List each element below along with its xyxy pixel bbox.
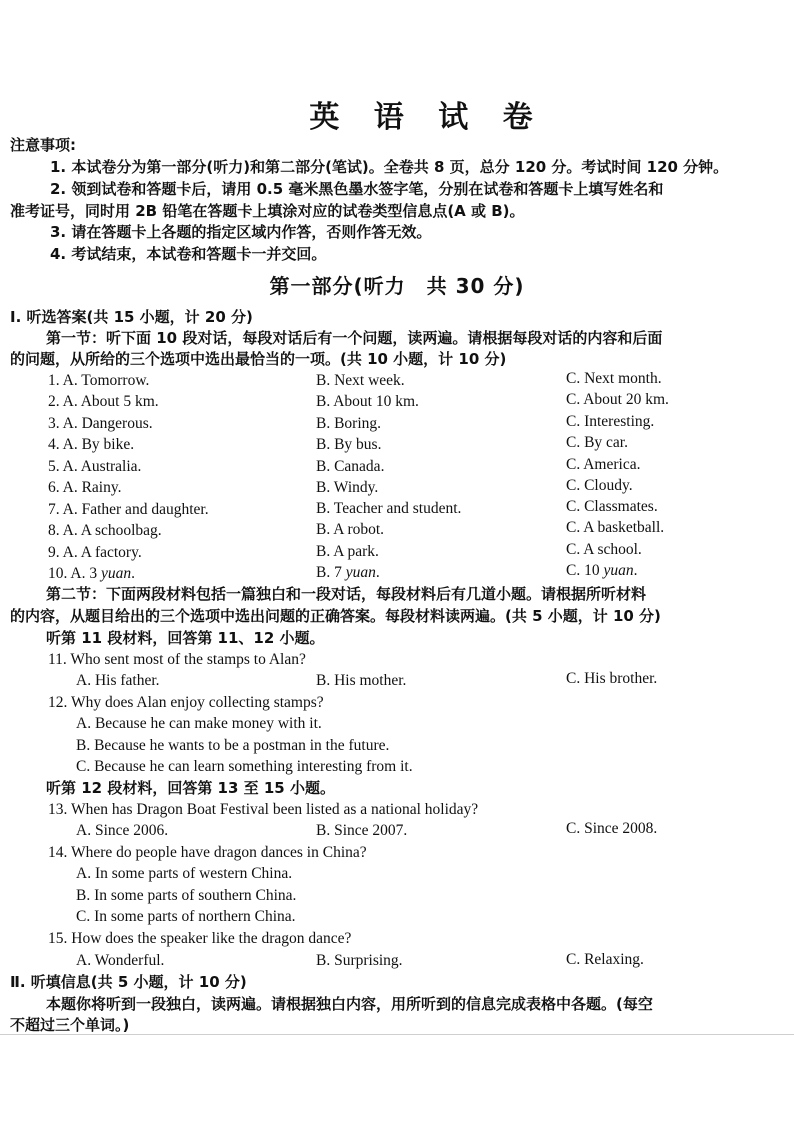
- q3-option-a: 3. A. Dangerous.: [48, 415, 153, 432]
- q9-option-c: C. A school.: [566, 541, 642, 558]
- section1-intro2-line1: 第二节：下面两段材料包括一篇独白和一段对话，每段材料后有几道小题。请根据所听材料: [46, 585, 647, 603]
- q8-option-c: C. A basketball.: [566, 519, 665, 536]
- section1-intro2-line2: 的内容，从题目给出的三个选项中选出问题的正确答案。每段材料读两遍。(共 5 小题，计 10 分): [10, 607, 661, 625]
- q7-option-c: C. Classmates.: [566, 498, 658, 515]
- q15-option-b: B. Surprising.: [316, 952, 403, 969]
- q13-stem: 13. When has Dragon Boat Festival been listed as a national holiday?: [48, 801, 479, 818]
- q11-option-a: A. His father.: [76, 672, 160, 689]
- q4-option-a: 4. A. By bike.: [48, 436, 135, 453]
- q12-stem: 12. Why does Alan enjoy collecting stamps?: [48, 694, 324, 711]
- q10-option-b: B. 7 yuan.: [316, 564, 380, 581]
- q8-option-b: B. A robot.: [316, 521, 385, 538]
- q15-option-a: A. Wonderful.: [76, 952, 165, 969]
- q6-option-b: B. Windy.: [316, 479, 379, 496]
- part1-title: 第一部分(听力 共 30 分): [269, 274, 525, 298]
- notice-item-1: 1. 本试卷分为第一部分(听力)和第二部分(笔试)。全卷共 8 页，总分 120 分。考试时间 120 分钟。: [50, 158, 729, 176]
- q13-option-a: A. Since 2006.: [76, 822, 169, 839]
- q12-option-b: B. Because he wants to be a postman in the future.: [76, 737, 390, 754]
- q13-option-b: B. Since 2007.: [316, 822, 408, 839]
- section1-intro1-line2: 的问题，从所给的三个选项中选出最恰当的一项。(共 10 小题，计 10 分): [10, 350, 507, 368]
- q11-option-b: B. His mother.: [316, 672, 407, 689]
- q14-option-c: C. In some parts of northern China.: [76, 908, 296, 925]
- q9-option-b: B. A park.: [316, 543, 379, 560]
- q11-stem: 11. Who sent most of the stamps to Alan?: [48, 651, 306, 668]
- section2-intro-line2: 不超过三个单词。): [10, 1016, 130, 1034]
- q14-stem: 14. Where do people have dragon dances in China?: [48, 844, 367, 861]
- q2-option-b: B. About 10 km.: [316, 393, 419, 410]
- page-title: 英 语 试 卷: [309, 100, 545, 135]
- q1-option-a: 1. A. Tomorrow.: [48, 372, 150, 389]
- q8-option-a: 8. A. A schoolbag.: [48, 522, 162, 539]
- q4-option-b: B. By bus.: [316, 436, 382, 453]
- q15-stem: 15. How does the speaker like the dragon dance?: [48, 930, 352, 947]
- section2-intro-line1: 本题你将听到一段独白，读两遍。请根据独白内容，用所听到的信息完成表格中各题。(每空: [46, 995, 653, 1013]
- section1-intro1-line1: 第一节：听下面 10 段对话，每段对话后有一个问题，读两遍。请根据每段对话的内容和后面: [46, 329, 663, 347]
- q7-option-b: B. Teacher and student.: [316, 500, 462, 517]
- q9-option-a: 9. A. A factory.: [48, 544, 142, 561]
- q5-option-a: 5. A. Australia.: [48, 458, 142, 475]
- q5-option-c: C. America.: [566, 456, 641, 473]
- q7-option-a: 7. A. Father and daughter.: [48, 501, 209, 518]
- q15-option-c: C. Relaxing.: [566, 951, 644, 968]
- material-11-instruction: 听第 11 段材料，回答第 11、12 小题。: [46, 629, 325, 647]
- q13-option-c: C. Since 2008.: [566, 820, 658, 837]
- notice-item-3: 3. 请在答题卡上各题的指定区域内作答，否则作答无效。: [50, 223, 432, 241]
- section2-heading: Ⅱ. 听填信息(共 5 小题，计 10 分): [10, 973, 247, 991]
- q10-option-a: 10. A. 3 yuan.: [48, 565, 135, 582]
- notice-item-4: 4. 考试结束，本试卷和答题卡一并交回。: [50, 245, 327, 263]
- q6-option-c: C. Cloudy.: [566, 477, 633, 494]
- q2-option-a: 2. A. About 5 km.: [48, 393, 159, 410]
- notice-item-2: 2. 领到试卷和答题卡后，请用 0.5 毫米黑色墨水签字笔，分别在试卷和答题卡上填写姓名和: [50, 180, 664, 198]
- q14-option-b: B. In some parts of southern China.: [76, 887, 297, 904]
- q4-option-c: C. By car.: [566, 434, 628, 451]
- q3-option-c: C. Interesting.: [566, 413, 655, 430]
- q3-option-b: B. Boring.: [316, 415, 382, 432]
- q1-option-b: B. Next week.: [316, 372, 405, 389]
- q2-option-c: C. About 20 km.: [566, 391, 669, 408]
- q12-option-c: C. Because he can learn something interesting from it.: [76, 758, 413, 775]
- q11-option-c: C. His brother.: [566, 670, 658, 687]
- q12-option-a: A. Because he can make money with it.: [76, 715, 322, 732]
- notice-item-2-cont: 准考证号，同时用 2B 铅笔在答题卡上填涂对应的试卷类型信息点(A 或 B)。: [10, 202, 525, 220]
- page-bottom-divider: [0, 1034, 794, 1035]
- section1-heading: Ⅰ. 听选答案(共 15 小题，计 20 分): [10, 308, 253, 326]
- material-12-instruction: 听第 12 段材料，回答第 13 至 15 小题。: [46, 779, 335, 797]
- q10-option-c: C. 10 yuan.: [566, 562, 638, 579]
- q6-option-a: 6. A. Rainy.: [48, 479, 122, 496]
- q14-option-a: A. In some parts of western China.: [76, 865, 293, 882]
- q5-option-b: B. Canada.: [316, 458, 385, 475]
- notice-heading: 注意事项:: [10, 136, 76, 154]
- q1-option-c: C. Next month.: [566, 370, 662, 387]
